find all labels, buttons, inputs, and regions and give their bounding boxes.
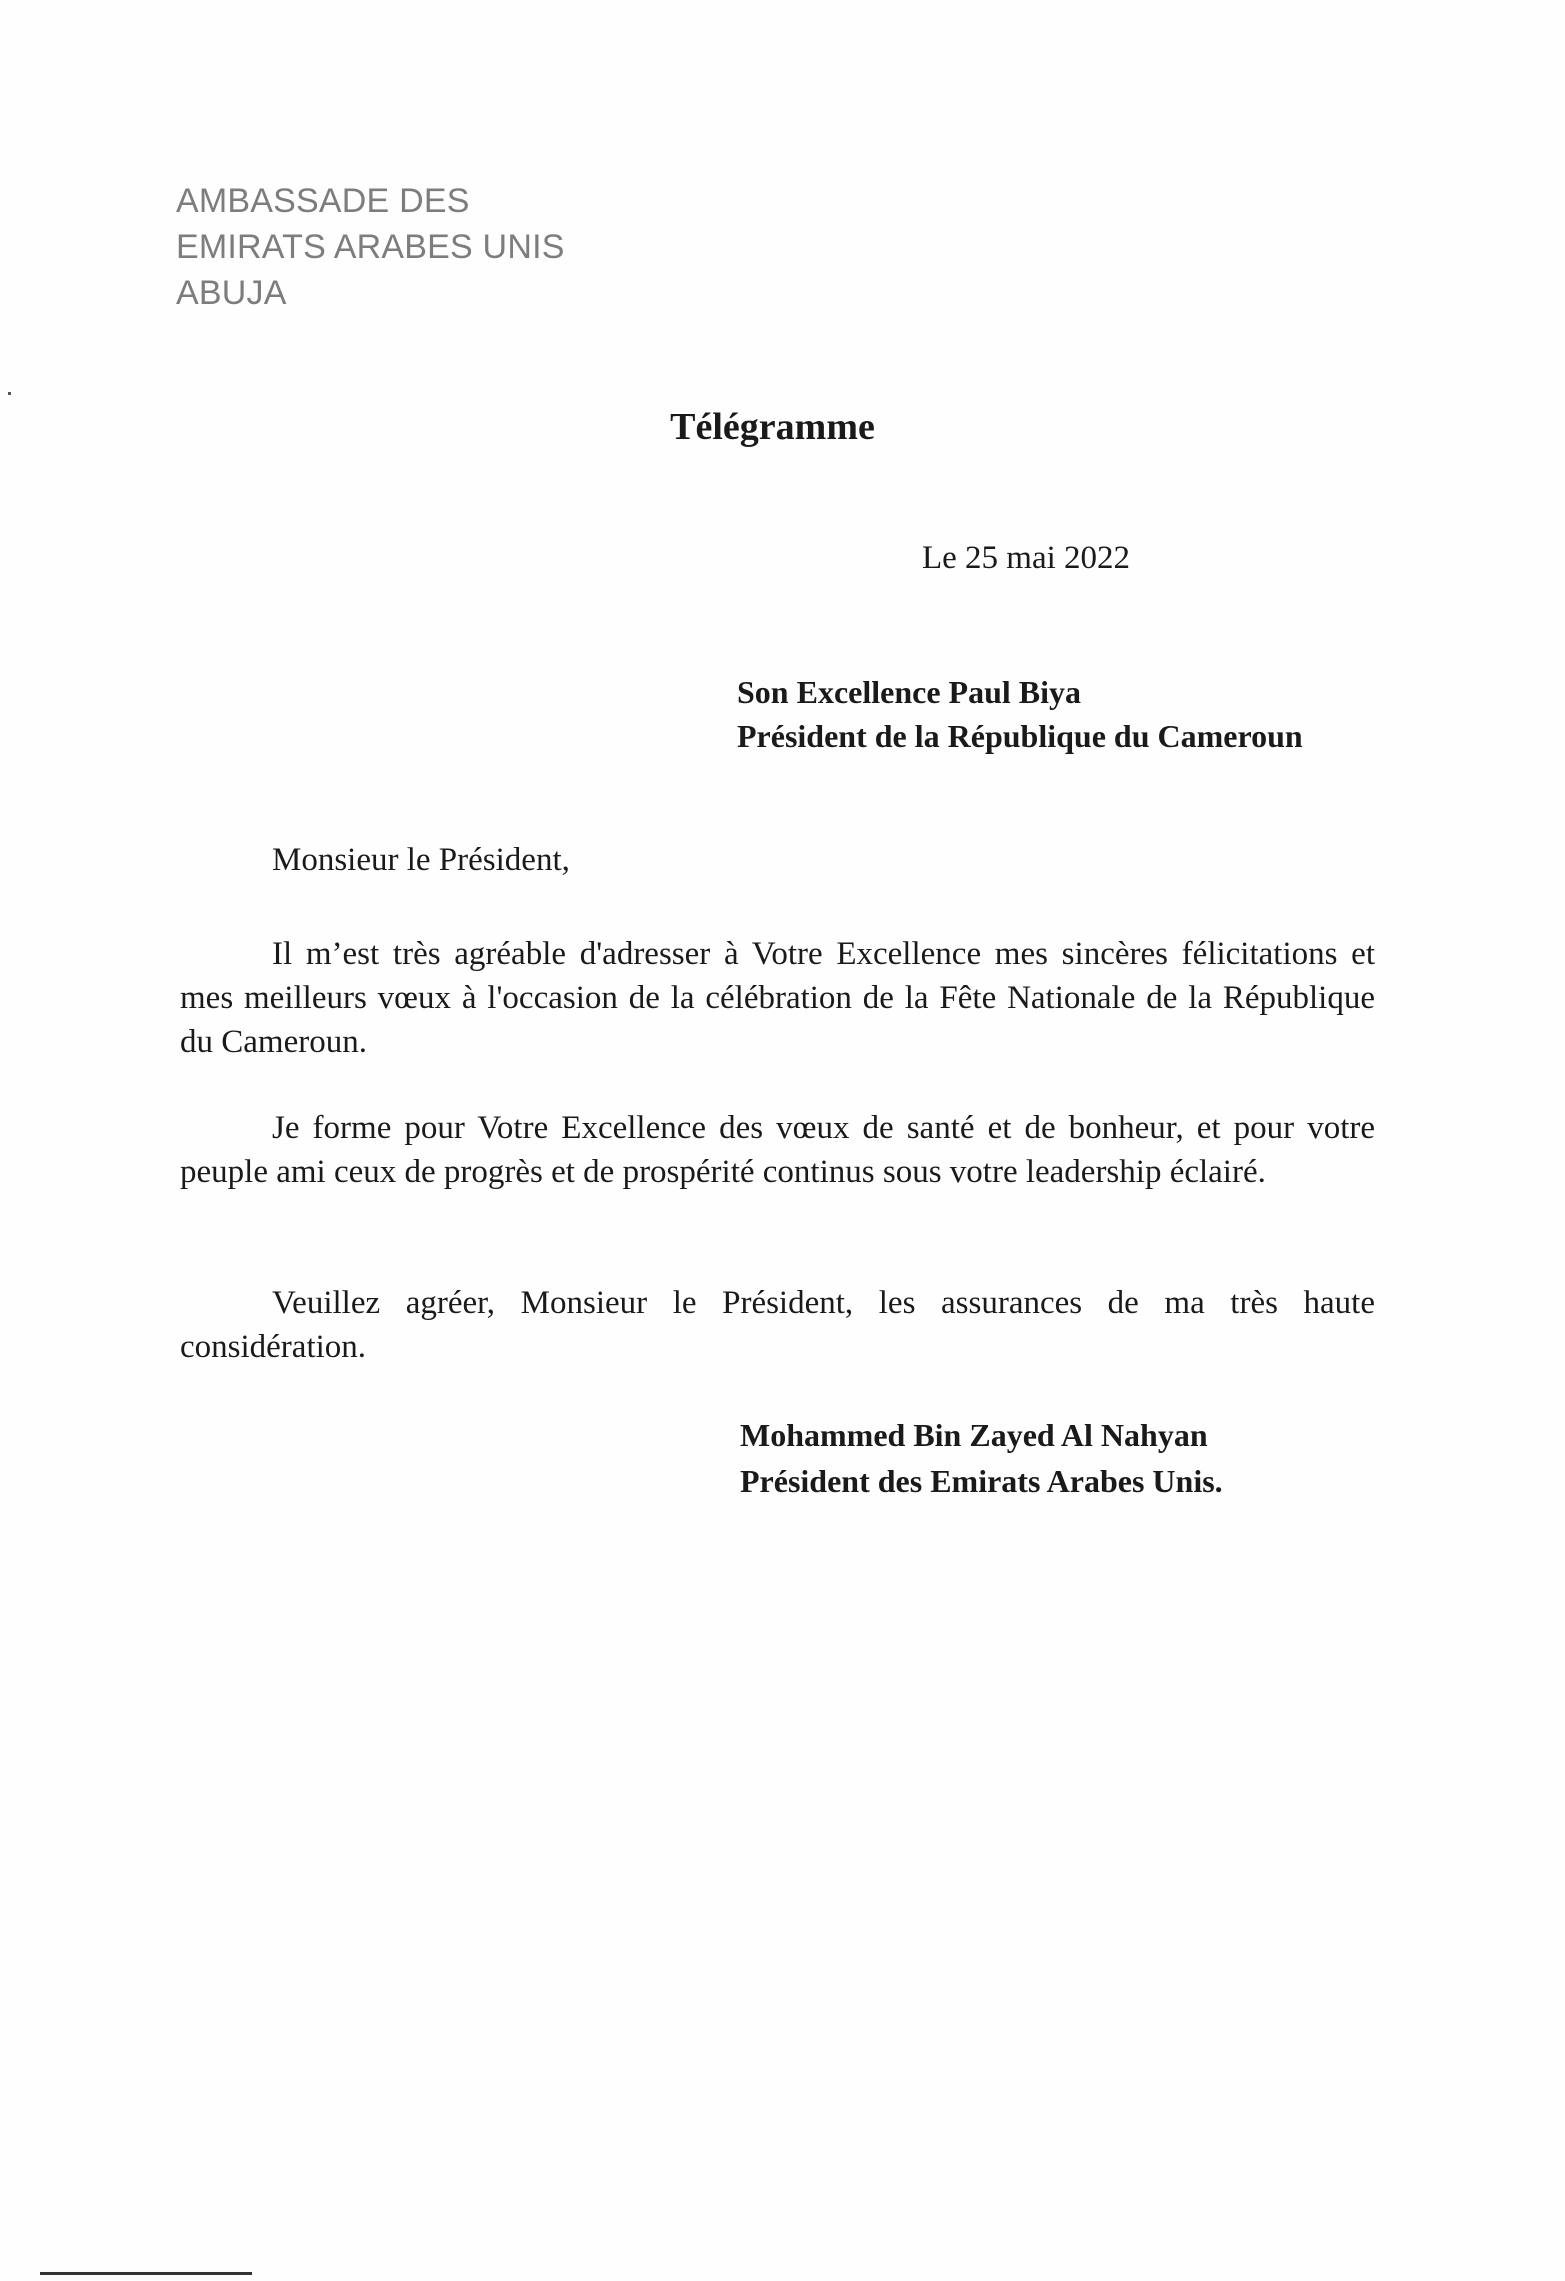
- signatory-name: Mohammed Bin Zayed Al Nahyan: [740, 1417, 1208, 1453]
- sender-block: [176, 178, 565, 316]
- sender-line: AMBASSADE DES: [176, 182, 470, 220]
- recipient-name: Son Excellence Paul Biya: [737, 674, 1081, 710]
- document-date: Le 25 mai 2022: [922, 540, 1131, 576]
- body-paragraph: Je forme pour Votre Excellence des vœux de santé et de bonheur, et pour votre peuple ami ceux de progrès et de prospérité continus sous votre leadership éclairé.: [180, 1110, 1375, 1190]
- signatory-role: Président des Emirats Arabes Unis.: [740, 1463, 1223, 1499]
- sender-line: EMIRATS ARABES UNIS: [176, 228, 565, 266]
- recipient-role: Président de la République du Cameroun: [737, 718, 1303, 754]
- scan-edge-line: [40, 2272, 252, 2275]
- body-paragraph: Veuillez agréer, Monsieur le Président, les assurances de ma très haute considération.: [180, 1285, 1375, 1365]
- body-paragraph: Il m’est très agréable d'adresser à Votre Excellence mes sincères félicitations et mes meilleurs vœux à l'occasion de la célébration de la Fête Nationale de la République du Cameroun.: [180, 936, 1375, 1060]
- sender-line: ABUJA: [176, 274, 287, 312]
- salutation: Monsieur le Président,: [272, 842, 570, 878]
- scan-speck: [8, 392, 11, 395]
- document-title: Télégramme: [670, 406, 875, 448]
- signature-block: [740, 1412, 1223, 1504]
- recipient-block: [737, 670, 1303, 758]
